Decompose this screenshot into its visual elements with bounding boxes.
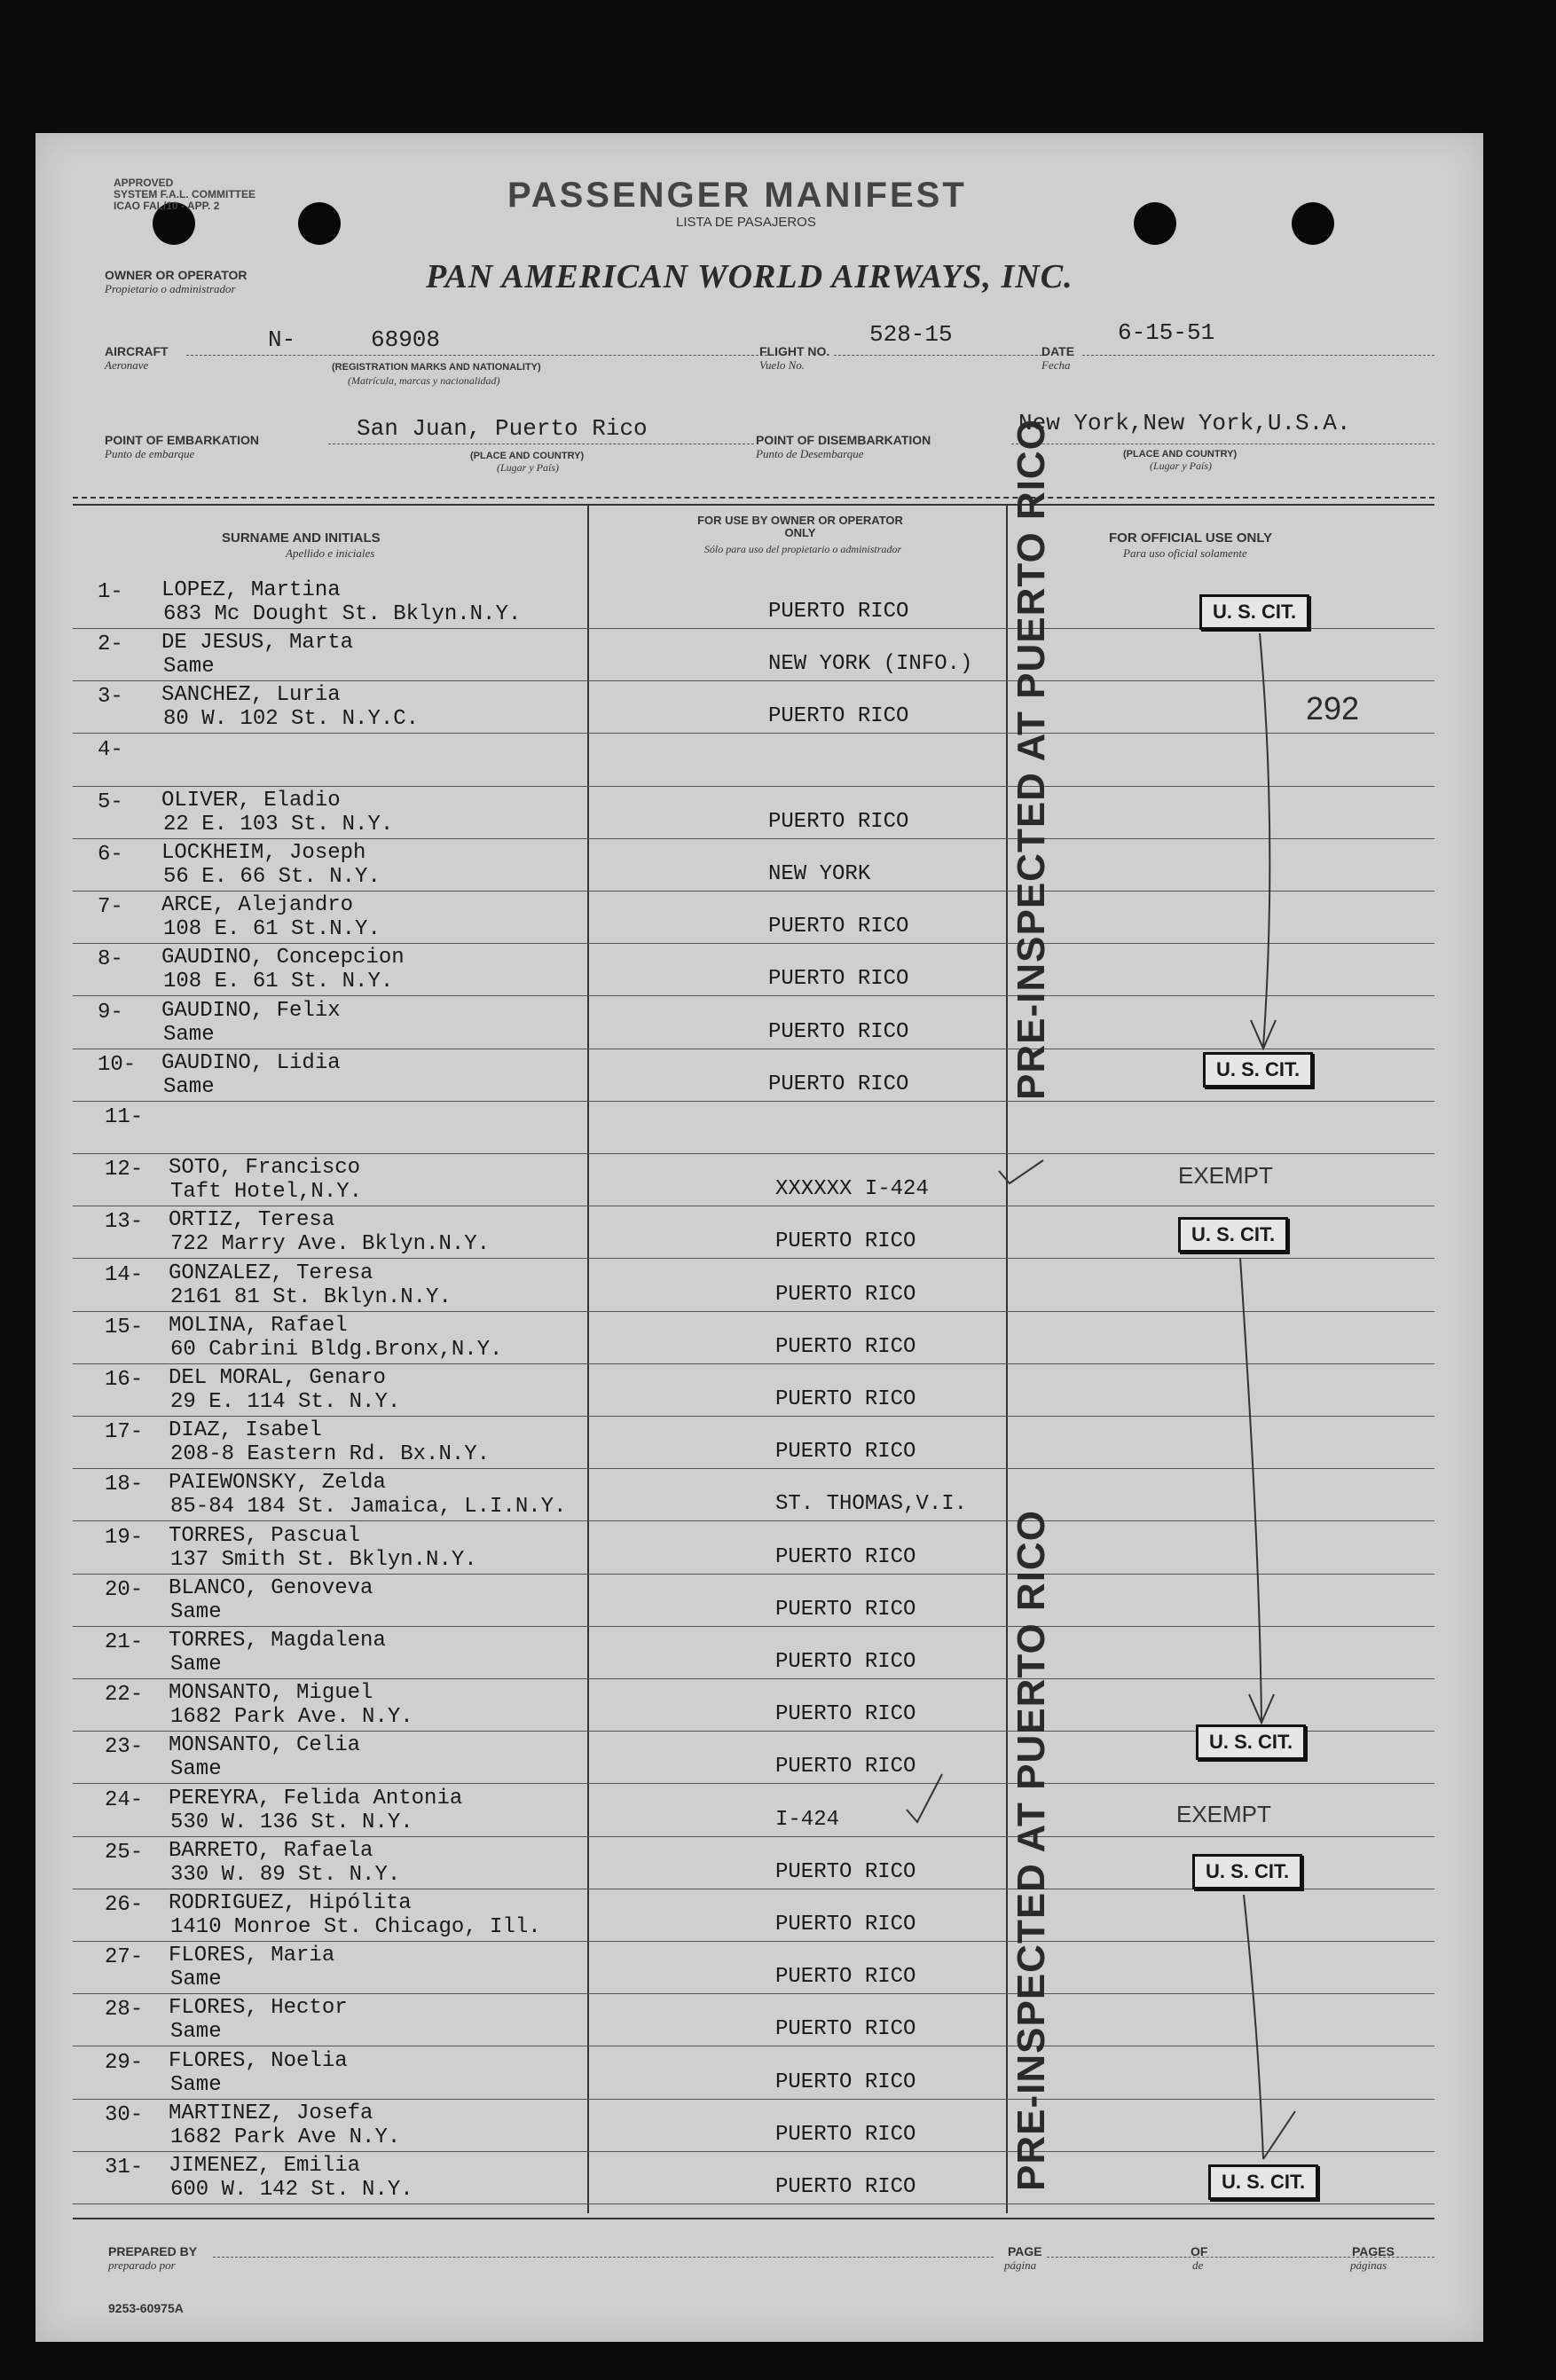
aircraft-prefix: N- [268,326,296,353]
passenger-name: PAIEWONSKY, Zelda [169,1471,386,1496]
passenger-address: Same [163,655,215,679]
passenger-name: ORTIZ, Teresa [169,1208,335,1233]
passenger-address: 683 Mc Dought St. Bklyn.N.Y. [163,602,522,626]
passenger-name: DIAZ, Isabel [169,1418,322,1443]
passenger-address: 530 W. 136 St. N.Y. [170,1810,413,1834]
disembarkation-label-es: Punto de Desembarque [756,447,864,460]
page-label: PAGE [1008,2244,1042,2258]
passenger-name: PEREYRA, Felida Antonia [169,1786,463,1811]
prepared-label: PREPARED BY [108,2244,198,2258]
form-number: 9253-60975A [108,2301,184,2315]
row-number: 12- [105,1158,144,1182]
col-owner-use: FOR USE BY OWNER OR OPERATOR ONLY [697,514,903,539]
checkmark [907,1774,942,1822]
registration-note: (REGISTRATION MARKS AND NATIONALITY) [332,362,541,373]
date-label-es: Fecha [1041,358,1071,372]
row-number: 8- [98,947,123,972]
passenger-name: MARTINEZ, Josefa [169,2101,373,2125]
page-label-es: página [1004,2258,1037,2272]
destination: PUERTO RICO [775,1544,916,1569]
row-number: 18- [105,1473,144,1497]
destination: PUERTO RICO [768,704,909,729]
col-official: FOR OFFICIAL USE ONLY [1109,530,1273,546]
page-title-es: LISTA DE PASAJEROS [676,215,816,230]
passenger-address: 1682 Park Ave. N.Y. [170,1705,413,1730]
passenger-name: MONSANTO, Miguel [169,1681,373,1706]
destination: PUERTO RICO [775,2017,916,2042]
pages-label-es: páginas [1350,2258,1387,2272]
passenger-name: SANCHEZ, Luria [161,683,341,708]
destination: PUERTO RICO [768,915,909,939]
row-number: 22- [105,1683,144,1708]
place-note-2: (PLACE AND COUNTRY) [1123,449,1238,460]
destination: NEW YORK [768,862,871,886]
row-number: 5- [98,789,123,814]
pre-inspected-stamp: PRE-INSPECTED AT PUERTO RICO [1010,1510,1053,2191]
passenger-address: 60 Cabrini Bldg.Bronx,N.Y. [170,1337,503,1362]
us-citizen-stamp: U. S. CIT. [1199,594,1309,630]
passenger-address: Same [170,1968,222,1992]
pages-label: PAGES [1352,2244,1395,2258]
page-rule [1047,2257,1434,2258]
row-number: 3- [98,685,123,710]
place-note-es-2: (Lugar y País) [1150,460,1212,472]
passenger-name: BARRETO, Rafaela [169,1838,373,1863]
destination: PUERTO RICO [775,1387,916,1411]
passenger-name: TORRES, Pascual [169,1523,361,1548]
destination: NEW YORK (INFO.) [768,652,973,677]
passenger-name: DEL MORAL, Genaro [169,1366,386,1390]
place-note-es: (Lugar y País) [497,461,559,474]
flight-label-es: Vuelo No. [759,358,806,372]
row-number: 9- [98,1000,123,1025]
embarkation-label: POINT OF EMBARKATION [105,433,259,447]
passenger-name: GAUDINO, Concepcion [161,946,405,970]
passenger-name: LOPEZ, Martina [161,578,341,602]
passenger-address: Same [170,2020,222,2045]
destination: PUERTO RICO [775,1859,916,1884]
passenger-address: Same [170,1757,222,1782]
checkmark [999,1160,1043,1183]
destination: PUERTO RICO [768,600,909,624]
destination: PUERTO RICO [775,1597,916,1622]
owner-label: OWNER OR OPERATOR [105,268,248,282]
prepared-rule [213,2257,994,2258]
prepared-label-es: preparado por [108,2258,176,2272]
owner-label-es: Propietario o administrador [105,282,236,295]
col-official-es: Para uso oficial solamente [1123,546,1247,560]
passenger-name: LOCKHEIM, Joseph [161,841,366,865]
row-number: 14- [105,1262,144,1287]
passenger-name: SOTO, Francisco [169,1156,361,1181]
us-citizen-stamp: U. S. CIT. [1196,1724,1306,1760]
passenger-address: 2161 81 St. Bklyn.N.Y. [170,1284,452,1309]
passenger-address: Same [170,1599,222,1624]
passenger-address: 80 W. 102 St. N.Y.C. [163,707,420,732]
row-number: 17- [105,1420,144,1445]
destination: PUERTO RICO [775,1334,916,1359]
passenger-name: FLORES, Maria [169,1944,335,1968]
flight-number: 528-15 [869,321,953,348]
passenger-address: Same [170,2072,222,2097]
passenger-name: FLORES, Noelia [169,2048,348,2073]
row-number: 21- [105,1630,144,1654]
destination: PUERTO RICO [768,809,909,834]
row-number: 30- [105,2102,144,2127]
destination: PUERTO RICO [768,1072,909,1096]
row-number: 20- [105,1577,144,1602]
passenger-name: RODRIGUEZ, Hipólita [169,1891,412,1915]
passenger-name: ARCE, Alejandro [161,893,354,918]
destination: ST. THOMAS,V.I. [775,1492,968,1517]
row-number: 10- [98,1052,137,1077]
passenger-address: 56 E. 66 St. N.Y. [163,865,381,889]
handwritten-marks [35,133,1483,2342]
us-citizen-stamp: U. S. CIT. [1178,1217,1288,1253]
passenger-name: TORRES, Magdalena [169,1629,386,1653]
row-number: 25- [105,1840,144,1865]
passenger-address: 85-84 184 St. Jamaica, L.I.N.Y. [170,1495,567,1520]
manifest-sheet [35,133,1483,2342]
aircraft-label: AIRCRAFT [105,344,169,358]
approval-line: ICAO FAL/10 - APP. 2 [114,200,220,212]
place-note: (PLACE AND COUNTRY) [470,451,585,461]
passenger-address: Same [163,1074,215,1099]
pre-inspected-stamp: PRE-INSPECTED AT PUERTO RICO [1010,419,1053,1100]
exempt-mark: EXEMPT [1178,1162,1273,1189]
passenger-address: 1682 Park Ave N.Y. [170,2125,401,2149]
destination: PUERTO RICO [775,1282,916,1307]
of-label-es: de [1192,2258,1204,2272]
disembarkation-label: POINT OF DISEMBARKATION [756,433,931,447]
date-value: 6-15-51 [1118,319,1215,346]
count-number: 292 [1306,690,1360,727]
destination: PUERTO RICO [768,1019,909,1044]
passenger-address: 1410 Monroe St. Chicago, Ill. [170,1915,541,1939]
passenger-name: MOLINA, Rafael [169,1313,348,1338]
destination: PUERTO RICO [775,1440,916,1465]
row-number: 2- [98,632,123,657]
us-citizen-stamp: U. S. CIT. [1208,2164,1318,2200]
passenger-address: 108 E. 61 St.N.Y. [163,917,381,942]
exempt-mark: EXEMPT [1176,1801,1271,1827]
footer-divider [73,2218,1434,2219]
arrow-line [1244,1895,1263,2159]
passenger-address: 108 E. 61 St. N.Y. [163,970,394,994]
col-owner-use-es: Sólo para uso del propietario o administrador [703,543,902,555]
destination: I-424 [775,1807,840,1832]
row-number: 24- [105,1787,144,1812]
arrow-line [1260,633,1269,1047]
date-label: DATE [1041,344,1075,358]
of-label: OF [1191,2244,1208,2258]
passenger-address: 208-8 Eastern Rd. Bx.N.Y. [170,1442,491,1467]
row-number: 26- [105,1893,144,1917]
row-number: 11- [105,1105,144,1129]
destination: PUERTO RICO [768,967,909,992]
registration-note-es: (Matrícula, marcas y nacionalidad) [348,374,500,387]
us-citizen-stamp: U. S. CIT. [1203,1052,1313,1088]
passenger-name: BLANCO, Genoveva [169,1575,373,1600]
disembarkation-value: New York,New York,U.S.A. [1018,410,1351,436]
row-number: 7- [98,895,123,920]
passenger-name: JIMENEZ, Emilia [169,2154,361,2178]
arrow-line [1240,1258,1261,1721]
embarkation-label-es: Punto de embarque [105,447,195,460]
passenger-name: DE JESUS, Marta [161,631,354,656]
destination: PUERTO RICO [775,1229,916,1254]
passenger-address: Taft Hotel,N.Y. [170,1180,363,1205]
destination: XXXXXX I-424 [775,1177,929,1202]
passenger-address: Same [170,1653,222,1677]
destination: PUERTO RICO [775,2070,916,2094]
passenger-name: MONSANTO, Celia [169,1733,361,1758]
passenger-address: 22 E. 103 St. N.Y. [163,812,394,837]
destination: PUERTO RICO [775,2175,916,2199]
passenger-address: 600 W. 142 St. N.Y. [170,2178,413,2202]
passenger-name: GAUDINO, Felix [161,998,341,1023]
passenger-address: 29 E. 114 St. N.Y. [170,1390,401,1414]
passenger-name: OLIVER, Eladio [161,788,341,813]
us-citizen-stamp: U. S. CIT. [1192,1854,1302,1889]
passenger-address: Same [163,1022,215,1047]
destination: PUERTO RICO [775,1650,916,1674]
row-number: 6- [98,843,123,867]
row-number: 4- [98,737,123,762]
row-number: 27- [105,1945,144,1970]
page-title: PASSENGER MANIFEST [507,176,967,215]
passenger-address: 330 W. 89 St. N.Y. [170,1862,401,1887]
approval-line: SYSTEM F.A.L. COMMITTEE [114,188,256,200]
row-number: 29- [105,2050,144,2075]
row-number: 23- [105,1735,144,1760]
destination: PUERTO RICO [775,1755,916,1779]
approval-line: APPROVED [114,177,174,189]
passenger-name: GONZALEZ, Teresa [169,1261,373,1285]
row-number: 31- [105,2156,144,2180]
row-number: 13- [105,1210,144,1235]
operator-name: PAN AMERICAN WORLD AIRWAYS, INC. [426,258,1073,295]
passenger-name: GAUDINO, Lidia [161,1050,341,1075]
destination: PUERTO RICO [775,1702,916,1727]
row-number: 19- [105,1525,144,1550]
destination: PUERTO RICO [775,1965,916,1990]
passenger-name: FLORES, Hector [169,1996,348,2021]
flight-label: FLIGHT NO. [759,344,830,358]
embarkation-value: San Juan, Puerto Rico [357,415,648,442]
destination: PUERTO RICO [775,1913,916,1936]
row-number: 28- [105,1998,144,2023]
row-number: 1- [98,580,123,604]
arrow-head [1263,2111,1295,2159]
col-surname-es: Apellido e iniciales [286,546,375,560]
aircraft-number: 68908 [371,326,441,353]
row-number: 16- [105,1368,144,1392]
col-surname: SURNAME AND INITIALS [222,530,381,546]
destination: PUERTO RICO [775,2122,916,2147]
aircraft-label-es: Aeronave [105,358,149,372]
passenger-address: 722 Marry Ave. Bklyn.N.Y. [170,1232,491,1257]
row-number: 15- [105,1315,144,1339]
passenger-address: 137 Smith St. Bklyn.N.Y. [170,1547,477,1572]
